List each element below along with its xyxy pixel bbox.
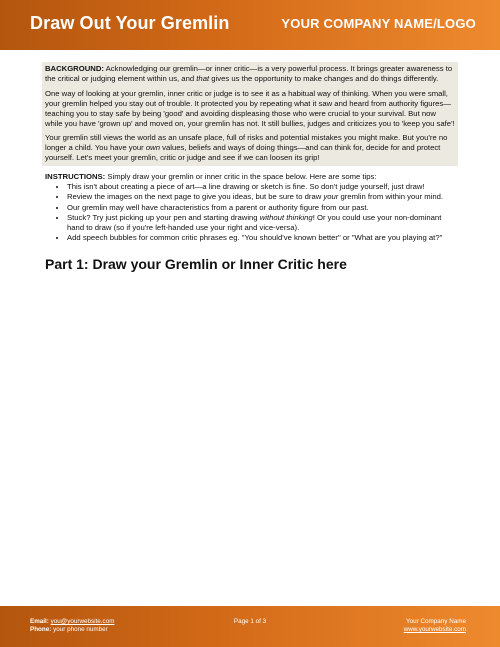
company-name: Your Company Name [406, 618, 466, 625]
part-1-heading: Part 1: Draw your Gremlin or Inner Critic here [45, 256, 347, 272]
list-item: • This isn't about creating a piece of art—a line drawing or sketch is fine. So don't judge yourself, just draw! [67, 182, 453, 192]
footer-company [404, 618, 466, 634]
company-logo-text: YOUR COMPANY NAME/LOGO [281, 16, 476, 31]
email-link[interactable]: you@yourwebsite.com [50, 618, 115, 625]
phone-number: your phone number [53, 626, 108, 633]
instructions-section [45, 172, 453, 244]
page-footer [0, 606, 500, 647]
footer-contact: Email: you@yourwebsite.com Phone: your phone number [30, 618, 115, 633]
instructions-label: INSTRUCTIONS: [45, 172, 106, 181]
page-number: Page 1 of 3 [233, 618, 267, 625]
background-paragraph-2: One way of looking at your gremlin, inner critic or judge is to see it as a habitual way of thinking. When you were small, your gremlin helped you stay out of trouble. It protected you by repeating what it saw and heard from authority figures—teaching you to stay safe by being 'good' and avoiding displeasing those who were crucial to your survival. But now while you have 'grown up' and moved on, your gremlin has not. It still bullies, judges and criticizes you to 'keep you safe'! [45, 88, 455, 128]
instructions-intro: INSTRUCTIONS: Simply draw your gremlin or inner critic in the space below. Here are some tips: [45, 172, 377, 181]
website-link[interactable]: www.yourwebsite.com [403, 626, 466, 633]
page-header [0, 0, 500, 50]
list-item: • Our gremlin may well have characteristics from a parent or authority figure from our past. [67, 203, 453, 213]
background-box [42, 62, 458, 166]
background-label: BACKGROUND: [45, 64, 104, 73]
tips-list [45, 182, 453, 243]
page-title: Draw Out Your Gremlin [30, 13, 230, 33]
list-item: • Stuck? Try just picking up your pen and starting drawing without thinking! Or you could use your non-dominant hand to draw (so if you're left-handed use your right and vice-versa). [67, 213, 453, 233]
background-paragraph-1: BACKGROUND: Acknowledging our gremlin—or inner critic—is a very powerful process. It brings greater awareness to the critical or judging element within us, and that gives us the opportunity to make changes and do things differently. [45, 64, 453, 83]
list-item: • Add speech bubbles for common critic phrases eg. "You should've known better" or "What are you playing at?" [67, 233, 453, 243]
drawing-area[interactable] [45, 280, 455, 600]
background-paragraph-3: Your gremlin still views the world as an unsafe place, full of risks and potential mistakes you might make. But you're no longer a child. You have your own values, beliefs and ways of doing things—and can think for, decide for and protect yourself. Let's meet your gremlin, critic or judge and see if we can loosen its grip! [45, 133, 448, 163]
list-item: • Review the images on the next page to give you ideas, but be sure to draw your gremlin from within your mind. [67, 192, 453, 202]
